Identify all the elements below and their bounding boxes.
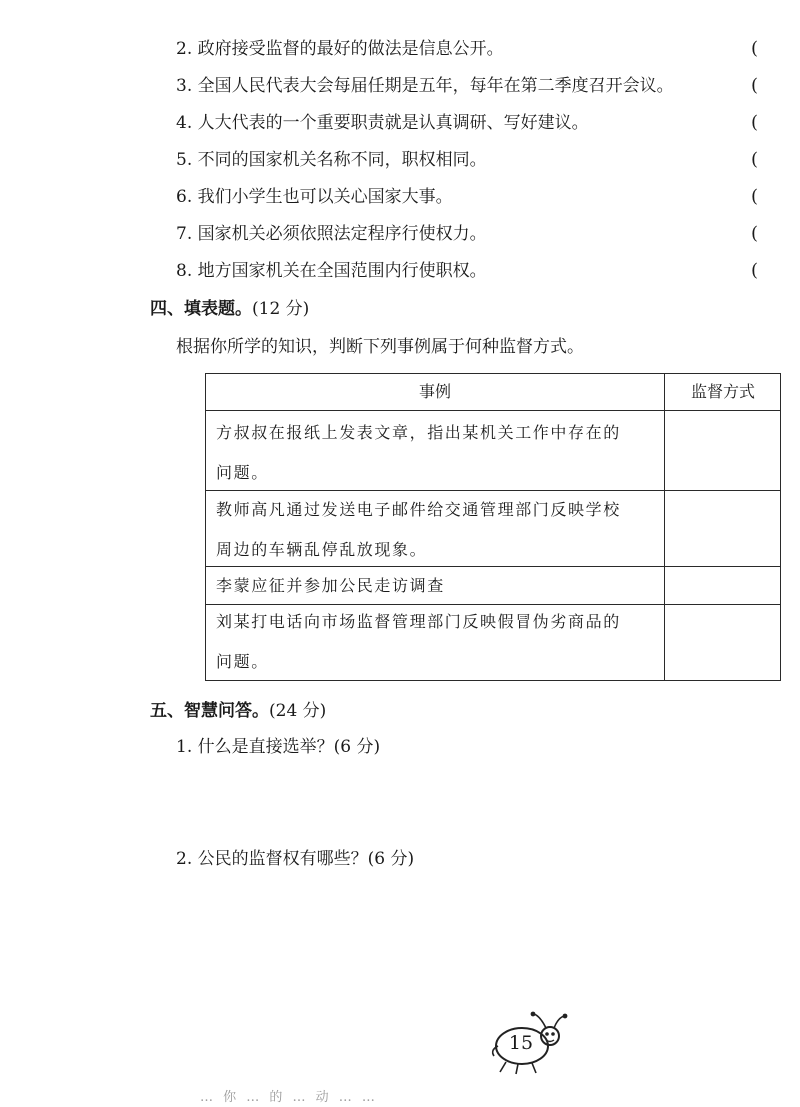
answer-paren[interactable]: (: [751, 38, 759, 59]
true-false-item-3: 3. 全国人民代表大会每届任期是五年，每年在第二季度召开会议。: [176, 76, 674, 96]
answer-paren[interactable]: (: [751, 223, 759, 244]
true-false-item-4: 4. 人大代表的一个重要职责就是认真调研、写好建议。: [176, 113, 589, 133]
true-false-item-7: 7. 国家机关必须依照法定程序行使权力。: [176, 224, 487, 244]
example-text: 问题。: [216, 652, 269, 671]
row-divider: [206, 410, 780, 411]
true-false-item-5: 5. 不同的国家机关名称不同，职权相同。: [176, 150, 487, 170]
true-false-item-2: 2. 政府接受监督的最好的做法是信息公开。: [176, 39, 504, 59]
section-five-heading: [150, 700, 326, 722]
answer-paren[interactable]: (: [751, 260, 759, 281]
column-divider: [664, 374, 665, 680]
question-2: 2. 公民的监督权有哪些？(6 分): [176, 849, 415, 869]
header-example: 事例: [418, 382, 451, 401]
table-row: [216, 413, 656, 493]
table-row: [216, 566, 656, 606]
supervision-table: [205, 373, 781, 681]
true-false-item-8: 8. 地方国家机关在全国范围内行使职权。: [176, 261, 487, 281]
example-text: 周边的车辆乱停乱放现象。: [216, 540, 428, 559]
table-row: [216, 602, 656, 682]
section-points: (12 分): [252, 299, 310, 319]
question-1: 1. 什么是直接选举？(6 分): [176, 737, 381, 757]
section-title: 五、智慧问答。: [150, 701, 269, 721]
example-text: 问题。: [216, 463, 269, 482]
section-four-heading: [150, 298, 309, 320]
section-points: (24 分): [269, 701, 327, 721]
answer-paren[interactable]: (: [751, 149, 759, 170]
answer-paren[interactable]: (: [751, 112, 759, 133]
section-title: 四、填表题。: [150, 299, 252, 319]
page-number: 15: [508, 1032, 534, 1054]
true-false-item-6: 6. 我们小学生也可以关心国家大事。: [176, 187, 453, 207]
header-method: 监督方式: [690, 382, 755, 401]
example-text: 刘某打电话向市场监督管理部门反映假冒伪劣商品的: [216, 612, 621, 631]
example-text: 李蒙应征并参加公民走访调查: [216, 576, 445, 595]
table-instruction: 根据你所学的知识，判断下列事例属于何种监督方式。: [176, 337, 584, 357]
answer-paren[interactable]: (: [751, 75, 759, 96]
example-text: 方叔叔在报纸上发表文章，指出某机关工作中存在的: [216, 423, 621, 442]
faint-footer-text: … 你 … 的 … 动 … …: [200, 1090, 378, 1105]
answer-paren[interactable]: (: [751, 186, 759, 207]
example-text: 教师高凡通过发送电子邮件给交通管理部门反映学校: [216, 500, 621, 519]
table-row: [216, 490, 656, 570]
